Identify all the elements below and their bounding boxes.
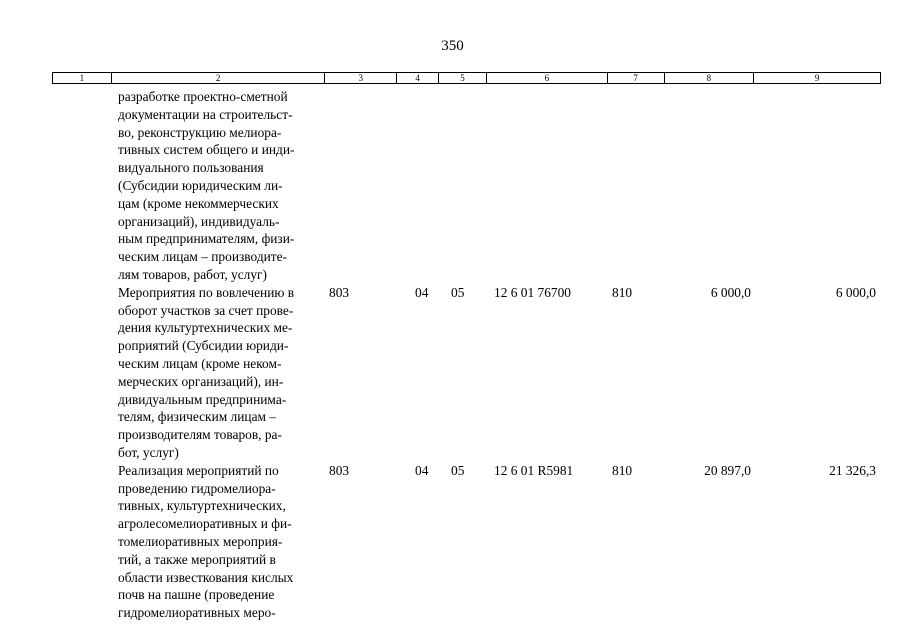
description-line: дивидуальным предпринима- — [118, 391, 287, 407]
table-row — [52, 284, 881, 462]
description-line: Реализация мероприятий по — [118, 462, 279, 478]
row-subsection: 05 — [451, 462, 465, 478]
row-description — [111, 88, 325, 284]
description-line: мерческих организаций), ин- — [118, 373, 284, 389]
header-col-4: 4 — [397, 73, 439, 83]
row-description — [111, 462, 325, 622]
description-line: оборот участков за счет прове- — [118, 302, 294, 318]
description-line: дения культуртехнических ме- — [118, 320, 293, 336]
row-target-article: 12 6 01 R5981 — [494, 462, 574, 478]
page-number: 350 — [441, 38, 464, 54]
description-line: агролесомелиоративных и фи- — [118, 516, 292, 532]
description-line: гидромелиоративных меро- — [118, 605, 276, 621]
row-expense-type: 810 — [612, 462, 633, 478]
description-line: томелиоративных мероприя- — [118, 533, 283, 549]
row-amount-2: 21 326,3 — [829, 462, 876, 478]
description-line: лям товаров, работ, услуг) — [118, 266, 268, 282]
row-section: 04 — [415, 284, 429, 300]
row-target-article: 12 6 01 76700 — [494, 284, 571, 300]
description-line: разработке проектно-сметной — [118, 89, 288, 104]
description-line: цам (кроме некоммерческих — [118, 195, 279, 211]
description-line: производителям товаров, ра- — [118, 427, 282, 443]
description-line: документации на строительст- — [118, 106, 293, 122]
description-line: тий, а также мероприятий в — [118, 551, 276, 567]
description-line: (Субсидии юридическим ли- — [118, 177, 283, 193]
description-line: ным предпринимателям, физи- — [118, 231, 295, 247]
description-line: во, реконструкцию мелиора- — [118, 124, 282, 140]
description-line: тивных, культуртехнических, — [118, 498, 286, 514]
header-col-8: 8 — [665, 73, 755, 83]
row-amount-1: 20 897,0 — [704, 462, 751, 478]
table-row — [52, 462, 881, 622]
header-col-9: 9 — [814, 73, 820, 83]
row-admin-code: 803 — [329, 284, 350, 300]
description-line: организаций), индивидуаль- — [118, 213, 280, 229]
table-body — [52, 88, 881, 622]
header-col-7: 7 — [608, 73, 665, 83]
row-amount-2: 6 000,0 — [835, 284, 876, 300]
row-subsection: 05 — [451, 284, 465, 300]
row-amount-1: 6 000,0 — [710, 284, 751, 300]
description-line: телям, физическим лицам – — [118, 409, 277, 425]
table-header-row — [52, 72, 881, 84]
description-line: ческим лицам (кроме неком- — [118, 355, 282, 371]
row-expense-type: 810 — [612, 284, 633, 300]
description-line: области известкования кислых — [118, 569, 294, 585]
description-line: Мероприятия по вовлечению в — [118, 284, 295, 300]
header-col-2: 2 — [112, 73, 325, 83]
header-col-6: 6 — [487, 73, 608, 83]
table-row — [52, 88, 881, 284]
description-line: бот, услуг) — [118, 444, 179, 460]
description-line: почв на пашне (проведение — [118, 587, 275, 603]
header-col-5: 5 — [439, 73, 487, 83]
description-line: ческим лицам – производите- — [118, 249, 288, 265]
description-line: тивных систем общего и инди- — [118, 142, 295, 158]
description-line: проведению гидромелиора- — [118, 480, 276, 496]
description-line: роприятий (Субсидии юриди- — [118, 338, 289, 354]
row-admin-code: 803 — [329, 462, 350, 478]
row-description — [111, 284, 325, 462]
header-col-1: 1 — [53, 73, 112, 83]
row-section: 04 — [415, 462, 429, 478]
description-line: видуального пользования — [118, 160, 264, 176]
header-col-3: 3 — [325, 73, 397, 83]
